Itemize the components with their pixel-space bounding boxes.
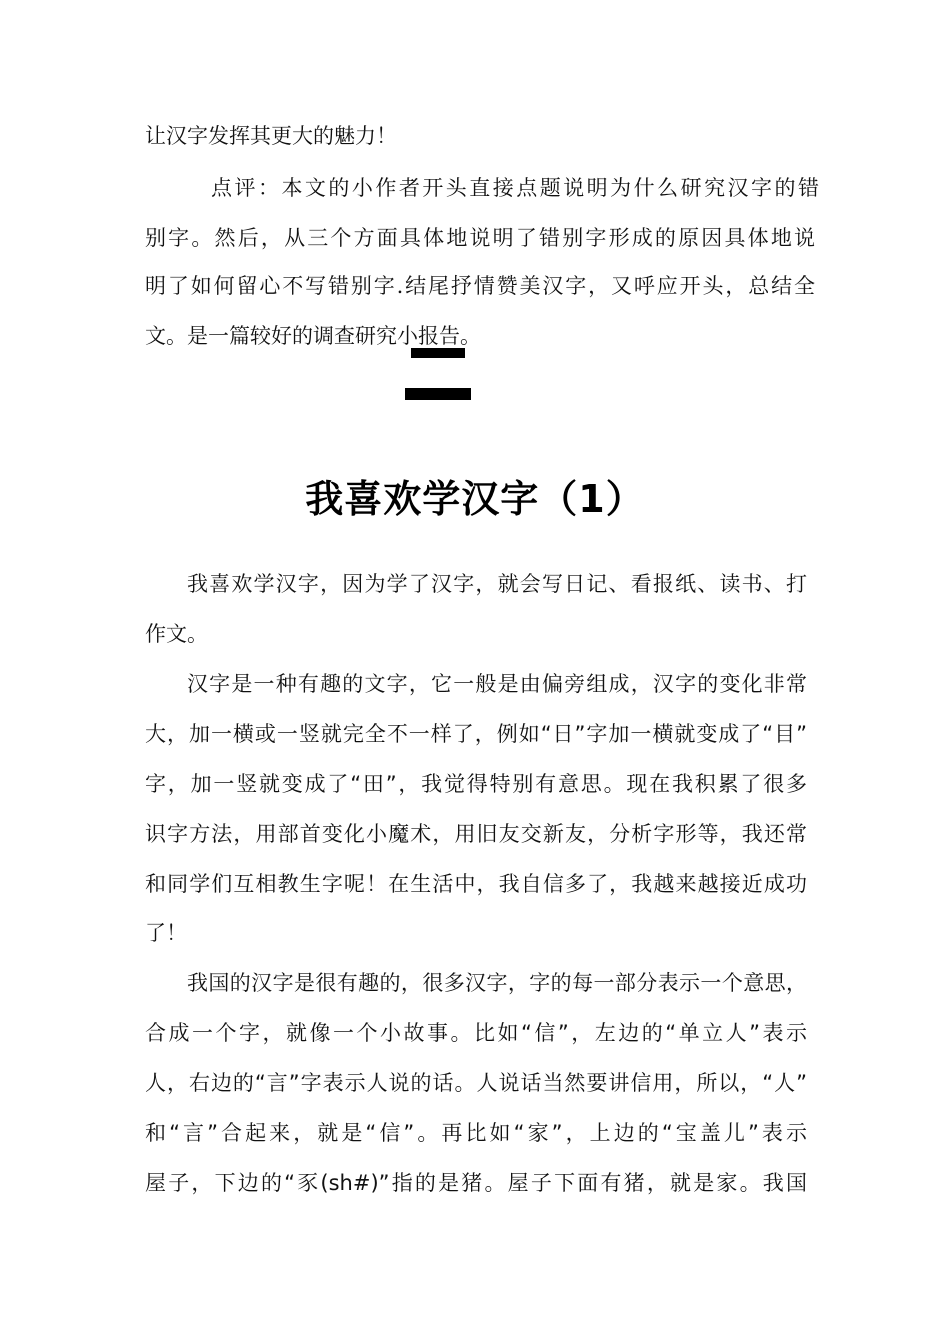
- essay-line-4: 大，加一横或一竖就完全不一样了，例如“日”字加一横就变成了“目”: [145, 722, 807, 746]
- essay-line-1: 我喜欢学汉字，因为学了汉字，就会写日记、看报纸、读书、打: [187, 572, 807, 596]
- review-line-2: 点评：本文的小作者开头直接点题说明为什么研究汉字的错: [211, 176, 819, 200]
- section-number-text: [405, 346, 406, 347]
- essay-line-7: 和同学们互相教生字呢！在生活中，我自信多了，我越来越接近成功: [145, 872, 807, 896]
- review-line-5: 文。是一篇较好的调查研究小报告。: [145, 324, 481, 348]
- essay-title: 我喜欢学汉字（1）: [305, 477, 645, 521]
- essay-line-2: 作文。: [145, 622, 208, 646]
- essay-line-10: 合成一个字，就像一个小故事。比如“信”，左边的“单立人”表示: [145, 1021, 807, 1045]
- section-number-bottom-bar: [405, 388, 471, 400]
- section-number: [405, 346, 471, 402]
- essay-line-8: 了！: [145, 921, 187, 945]
- essay-line-6: 识字方法，用部首变化小魔术，用旧友交新友，分析字形等，我还常: [145, 822, 807, 846]
- essay-line-3: 汉字是一种有趣的文字，它一般是由偏旁组成，汉字的变化非常: [187, 672, 807, 696]
- essay-line-5: 字，加一竖就变成了“田”，我觉得特别有意思。现在我积累了很多: [145, 772, 807, 796]
- essay-line-12: 和“言”合起来，就是“信”。再比如“家”，上边的“宝盖儿”表示: [145, 1121, 807, 1145]
- review-line-3: 别字。然后，从三个方面具体地说明了错别字形成的原因具体地说: [145, 226, 815, 250]
- essay-line-11: 人，右边的“言”字表示人说的话。人说话当然要讲信用，所以，“人”: [145, 1071, 807, 1095]
- essay-line-9: 我国的汉字是很有趣的，很多汉字，字的每一部分表示一个意思，: [187, 971, 807, 995]
- section-number-top-bar: [411, 348, 465, 358]
- essay-line-13: 屋子，下边的“豕(sh#)”指的是猪。屋子下面有猪，就是家。我国: [145, 1171, 807, 1195]
- review-line-4: 明了如何留心不写错别字.结尾抒情赞美汉字，又呼应开头，总结全: [145, 274, 815, 298]
- review-line-1: 让汉字发挥其更大的魅力！: [145, 124, 397, 148]
